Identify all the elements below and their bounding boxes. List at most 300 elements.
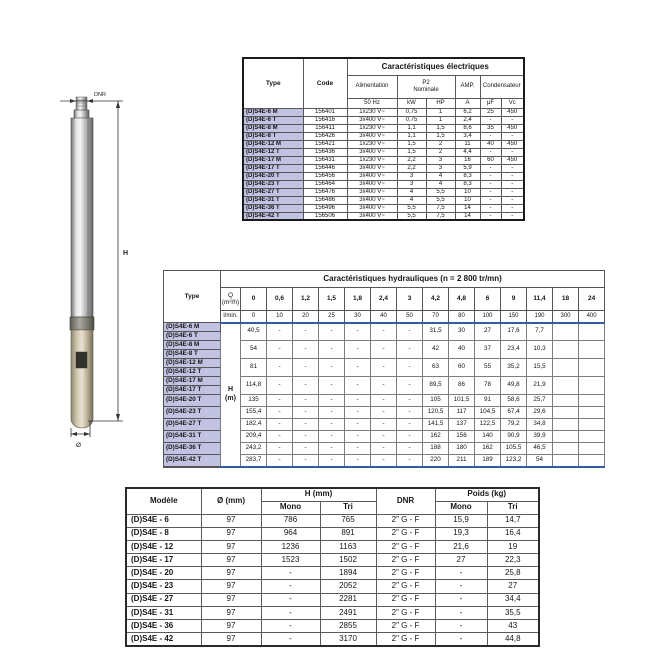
- cell-poids-mono: 21,6: [435, 540, 487, 553]
- lmin-value: 20: [293, 311, 319, 323]
- dimensions-row: [126, 527, 539, 540]
- cell-head-value: -: [345, 431, 371, 443]
- cell-h-mono: 964: [261, 527, 320, 540]
- cell-head-value: -: [371, 359, 397, 377]
- q-value: 9: [501, 288, 527, 311]
- cell-hp: 3: [426, 164, 455, 172]
- cell-head-value: 55: [475, 359, 501, 377]
- dimensions-row: [126, 606, 539, 619]
- pump-drawing: [30, 80, 145, 460]
- cell-amp: 16: [455, 156, 480, 164]
- cell-uf: -: [480, 164, 501, 172]
- cell-poids-mono: 27: [435, 554, 487, 567]
- lmin-value: 40: [371, 311, 397, 323]
- cell-head-value: -: [345, 359, 371, 377]
- cell-poids-tri: 35,5: [487, 606, 539, 619]
- cell-head-value: -: [319, 377, 345, 395]
- cell-head-value: [579, 359, 605, 377]
- cell-head-value: -: [293, 443, 319, 455]
- cell-head-value: 117: [449, 407, 475, 419]
- cell-head-value: -: [371, 419, 397, 431]
- cell-poids-mono: -: [435, 567, 487, 580]
- cell-code: 156486: [303, 196, 347, 204]
- q-value: 0: [241, 288, 267, 311]
- cell-dnr: 2" G - F: [376, 540, 435, 553]
- cell-head-value: 42: [423, 341, 449, 359]
- p2-line1: P2: [422, 79, 430, 86]
- cell-head-value: -: [397, 359, 423, 377]
- electrical-header-kw: kW: [397, 98, 426, 108]
- electrical-row: [243, 212, 524, 220]
- dimensions-header-row-1: [126, 488, 539, 501]
- cell-vc: 450: [501, 108, 524, 116]
- cell-amp: 8,3: [455, 180, 480, 188]
- electrical-header-vc: Vc: [501, 98, 524, 108]
- height-label: H: [123, 250, 129, 257]
- cell-poids-tri: 44,8: [487, 633, 539, 646]
- cell-type: (D)S4E-6 M: [164, 323, 221, 332]
- cell-type: (D)S4E-36 T: [243, 204, 303, 212]
- cell-vc: -: [501, 188, 524, 196]
- cell-head-value: 27: [475, 323, 501, 341]
- cell-hp: 3: [426, 156, 455, 164]
- q-value: 1,8: [345, 288, 371, 311]
- cell-type: (D)S4E-17 M: [243, 156, 303, 164]
- cell-h-tri: 2491: [320, 606, 376, 619]
- cell-head-value: 114,8: [241, 377, 267, 395]
- cell-amp: 8,3: [455, 172, 480, 180]
- cell-head-value: 188: [423, 443, 449, 455]
- cell-head-value: [553, 323, 579, 341]
- cell-hp: 1,5: [426, 124, 455, 132]
- q-line2: (m³/h): [221, 299, 240, 306]
- hydraulic-table-title: Caractéristiques hydrauliques (n = 2 800 tr/mn): [221, 271, 605, 288]
- cell-poids-tri: 16,4: [487, 527, 539, 540]
- cell-head-value: 156: [449, 431, 475, 443]
- cell-head-value: -: [371, 323, 397, 341]
- cell-type: (D)S4E-8 T: [243, 132, 303, 140]
- electrical-row: [243, 140, 524, 148]
- cell-head-value: 31,5: [423, 323, 449, 341]
- cell-code: 156431: [303, 156, 347, 164]
- electrical-title-row: [243, 58, 524, 75]
- cell-amp: 4,4: [455, 148, 480, 156]
- hydraulic-header-q: [221, 288, 241, 311]
- cell-head-value: -: [345, 377, 371, 395]
- pump-label-plate: [76, 352, 87, 368]
- cell-type: (D)S4E-36 T: [164, 443, 221, 455]
- cell-head-value: [553, 359, 579, 377]
- lmin-value: 300: [553, 311, 579, 323]
- cell-head-value: -: [293, 407, 319, 419]
- cell-h-mono: -: [261, 593, 320, 606]
- dimensions-row: [126, 580, 539, 593]
- cell-amp: 2,4: [455, 116, 480, 124]
- cell-h-mono: -: [261, 567, 320, 580]
- cell-diameter: 97: [201, 620, 261, 633]
- cell-head-value: -: [319, 323, 345, 341]
- electrical-header-50hz: 50 Hz: [347, 98, 397, 108]
- cell-head-value: -: [371, 443, 397, 455]
- cell-head-value: [553, 395, 579, 407]
- cell-head-value: -: [371, 377, 397, 395]
- cell-head-value: [553, 431, 579, 443]
- cell-h-tri: 1502: [320, 554, 376, 567]
- cell-head-value: 211: [449, 455, 475, 467]
- cell-head-value: -: [371, 455, 397, 467]
- cell-alim: 3x400 V~: [347, 132, 397, 140]
- cell-type: (D)S4E-12 T: [243, 148, 303, 156]
- cell-type: (D)S4E-6 M: [243, 108, 303, 116]
- cell-head-value: 155,4: [241, 407, 267, 419]
- dnr-label: DNR: [94, 92, 106, 98]
- cell-head-value: [579, 323, 605, 341]
- q-value: 1,2: [293, 288, 319, 311]
- cell-head-value: 54: [527, 455, 553, 467]
- electrical-header-type: Type: [243, 58, 303, 108]
- cell-model: (D)S4E - 6: [126, 514, 201, 527]
- cell-head-value: -: [397, 341, 423, 359]
- cell-head-value: -: [397, 323, 423, 341]
- electrical-row: [243, 172, 524, 180]
- cell-model: (D)S4E - 8: [126, 527, 201, 540]
- cell-head-value: 90,9: [501, 431, 527, 443]
- lmin-value: 70: [423, 311, 449, 323]
- hydraulic-header-lmin: l/min.: [221, 311, 241, 323]
- cell-head-value: 220: [423, 455, 449, 467]
- electrical-row: [243, 188, 524, 196]
- cell-uf: 40: [480, 140, 501, 148]
- cell-poids-tri: 34,4: [487, 593, 539, 606]
- cell-vc: -: [501, 172, 524, 180]
- cell-head-value: 25,7: [527, 395, 553, 407]
- cell-head-value: [553, 455, 579, 467]
- lmin-value: 80: [449, 311, 475, 323]
- cell-code: 156416: [303, 116, 347, 124]
- cell-hp: 1: [426, 108, 455, 116]
- cell-head-value: [579, 431, 605, 443]
- cell-head-value: -: [293, 323, 319, 341]
- cell-hp: 4: [426, 172, 455, 180]
- cell-poids-tri: 22,3: [487, 554, 539, 567]
- lmin-value: 100: [475, 311, 501, 323]
- cell-head-value: -: [371, 341, 397, 359]
- cell-alim: 3x400 V~: [347, 180, 397, 188]
- cell-hp: 7,5: [426, 212, 455, 220]
- cell-head-value: 105: [423, 395, 449, 407]
- cell-h-tri: 1163: [320, 540, 376, 553]
- h-line1: H: [227, 386, 234, 394]
- dimensions-row: [126, 567, 539, 580]
- cell-type: (D)S4E-12 M: [243, 140, 303, 148]
- dimensions-header-h-mono: Mono: [261, 501, 320, 514]
- dimensions-header-poids-tri: Tri: [487, 501, 539, 514]
- cell-diameter: 97: [201, 606, 261, 619]
- cell-kw: 0,75: [397, 116, 426, 124]
- cell-head-value: 189: [475, 455, 501, 467]
- cell-h-mono: -: [261, 633, 320, 646]
- cell-head-value: 46,5: [527, 443, 553, 455]
- cell-head-value: -: [267, 395, 293, 407]
- cell-head-value: -: [319, 341, 345, 359]
- cell-model: (D)S4E - 17: [126, 554, 201, 567]
- cell-head-value: -: [397, 395, 423, 407]
- cell-type: (D)S4E-23 T: [243, 180, 303, 188]
- cell-head-value: -: [371, 431, 397, 443]
- cell-head-value: -: [397, 431, 423, 443]
- cell-head-value: -: [371, 395, 397, 407]
- cell-head-value: -: [371, 407, 397, 419]
- cell-head-value: -: [345, 443, 371, 455]
- cell-vc: -: [501, 180, 524, 188]
- cell-head-value: -: [267, 419, 293, 431]
- cell-kw: 5,5: [397, 212, 426, 220]
- dimensions-header-h: H (mm): [261, 488, 376, 501]
- cell-head-value: 122,5: [475, 419, 501, 431]
- cell-head-value: -: [267, 323, 293, 341]
- cell-kw: 2,2: [397, 156, 426, 164]
- cell-head-value: -: [293, 419, 319, 431]
- cell-head-value: [579, 419, 605, 431]
- cell-h-tri: 2052: [320, 580, 376, 593]
- cell-head-value: 67,4: [501, 407, 527, 419]
- cell-head-value: -: [397, 455, 423, 467]
- cell-uf: -: [480, 212, 501, 220]
- electrical-row: [243, 196, 524, 204]
- cell-head-value: -: [293, 455, 319, 467]
- cell-code: 156496: [303, 204, 347, 212]
- cell-kw: 2,2: [397, 164, 426, 172]
- cell-code: 156464: [303, 180, 347, 188]
- cell-kw: 3: [397, 180, 426, 188]
- cell-head-value: 39,9: [527, 431, 553, 443]
- cell-hp: 2: [426, 148, 455, 156]
- cell-head-value: -: [267, 431, 293, 443]
- cell-amp: 11: [455, 140, 480, 148]
- cell-head-value: 15,5: [527, 359, 553, 377]
- cell-amp: 5,9: [455, 164, 480, 172]
- cell-type: (D)S4E-17 M: [164, 377, 221, 386]
- cell-type: (D)S4E-8 T: [164, 350, 221, 359]
- cell-head-value: -: [293, 341, 319, 359]
- cell-h-tri: 3170: [320, 633, 376, 646]
- cell-diameter: 97: [201, 567, 261, 580]
- dnr-arrow-left-icon: [70, 99, 76, 103]
- cell-model: (D)S4E - 12: [126, 540, 201, 553]
- cell-head-value: -: [397, 377, 423, 395]
- q-value: 24: [579, 288, 605, 311]
- cell-head-value: 37: [475, 341, 501, 359]
- q-value: 0,6: [267, 288, 293, 311]
- cell-hp: 5,5: [426, 188, 455, 196]
- dimensions-header-h-tri: Tri: [320, 501, 376, 514]
- cell-head-value: [553, 419, 579, 431]
- cell-head-value: -: [267, 407, 293, 419]
- electrical-row: [243, 116, 524, 124]
- cell-code: 156436: [303, 148, 347, 156]
- cell-hp: 5,5: [426, 196, 455, 204]
- cell-type: (D)S4E-27 T: [243, 188, 303, 196]
- hydraulic-lmin-row: [164, 311, 605, 323]
- lmin-value: 50: [397, 311, 423, 323]
- cell-poids-mono: -: [435, 620, 487, 633]
- cell-diameter: 97: [201, 554, 261, 567]
- cell-code: 156456: [303, 172, 347, 180]
- cell-uf: -: [480, 204, 501, 212]
- cell-type: (D)S4E-12 M: [164, 359, 221, 368]
- electrical-header-uf: μF: [480, 98, 501, 108]
- dimensions-row: [126, 633, 539, 646]
- cell-amp: 10: [455, 188, 480, 196]
- cell-diameter: 97: [201, 580, 261, 593]
- cell-kw: 0,75: [397, 108, 426, 116]
- cell-head-value: 29,6: [527, 407, 553, 419]
- dimensions-header-model: Modèle: [126, 488, 201, 514]
- q-value: 18: [553, 288, 579, 311]
- electrical-row: [243, 180, 524, 188]
- cell-h-mono: -: [261, 620, 320, 633]
- cell-vc: -: [501, 204, 524, 212]
- cell-head-value: 81: [241, 359, 267, 377]
- q-value: 4,2: [423, 288, 449, 311]
- cell-alim: 3x400 V~: [347, 188, 397, 196]
- hydraulic-title-row: [164, 271, 605, 288]
- cell-head-value: 162: [475, 443, 501, 455]
- cell-type: (D)S4E-20 T: [243, 172, 303, 180]
- cell-amp: 14: [455, 204, 480, 212]
- cell-hp: 1: [426, 116, 455, 124]
- electrical-header-alimentation: Alimentation: [347, 75, 397, 98]
- cell-diameter: 97: [201, 540, 261, 553]
- cell-type: (D)S4E-8 M: [164, 341, 221, 350]
- cell-head-value: [553, 341, 579, 359]
- cell-model: (D)S4E - 27: [126, 593, 201, 606]
- cell-head-value: -: [319, 359, 345, 377]
- cell-type: (D)S4E-17 T: [164, 386, 221, 395]
- cell-uf: 35: [480, 124, 501, 132]
- cell-alim: 3x400 V~: [347, 116, 397, 124]
- cell-head-value: 21,9: [527, 377, 553, 395]
- lmin-value: 400: [579, 311, 605, 323]
- cell-head-value: -: [267, 443, 293, 455]
- lmin-value: 0: [241, 311, 267, 323]
- cell-head-value: -: [293, 359, 319, 377]
- dimensions-header-poids: Poids (kg): [435, 488, 539, 501]
- cell-code: 156426: [303, 132, 347, 140]
- diameter-arrow-left-icon: [71, 432, 77, 436]
- cell-head-value: -: [345, 395, 371, 407]
- cell-head-value: [579, 395, 605, 407]
- cell-head-value: [553, 377, 579, 395]
- electrical-table: [242, 57, 525, 221]
- cell-head-value: 79,2: [501, 419, 527, 431]
- cell-head-value: 162: [423, 431, 449, 443]
- dimensions-table-body: [126, 514, 539, 646]
- electrical-header-condensateur: Condensateur: [480, 75, 524, 98]
- cell-head-value: -: [345, 419, 371, 431]
- cell-dnr: 2" G - F: [376, 593, 435, 606]
- cell-model: (D)S4E - 42: [126, 633, 201, 646]
- cell-head-value: [579, 407, 605, 419]
- cell-head-value: 35,2: [501, 359, 527, 377]
- cell-poids-mono: 15,9: [435, 514, 487, 527]
- cell-model: (D)S4E - 36: [126, 620, 201, 633]
- cell-poids-mono: 19,3: [435, 527, 487, 540]
- cell-type: (D)S4E-20 T: [164, 395, 221, 407]
- q-line1: Q: [227, 291, 234, 299]
- cell-dnr: 2" G - F: [376, 527, 435, 540]
- cell-kw: 1,1: [397, 124, 426, 132]
- hydraulic-table: [163, 270, 605, 468]
- cell-head-value: 89,5: [423, 377, 449, 395]
- cell-head-value: -: [397, 419, 423, 431]
- cell-head-value: [553, 407, 579, 419]
- cell-type: (D)S4E-42 T: [243, 212, 303, 220]
- cell-head-value: 30: [449, 323, 475, 341]
- cell-head-value: 180: [449, 443, 475, 455]
- cell-dnr: 2" G - F: [376, 554, 435, 567]
- cell-head-value: 283,7: [241, 455, 267, 467]
- cell-head-value: 78: [475, 377, 501, 395]
- cell-head-value: 63: [423, 359, 449, 377]
- cell-diameter: 97: [201, 527, 261, 540]
- cell-alim: 3x400 V~: [347, 172, 397, 180]
- cell-dnr: 2" G - F: [376, 606, 435, 619]
- cell-code: 156446: [303, 164, 347, 172]
- cell-head-value: 104,5: [475, 407, 501, 419]
- cell-head-value: -: [319, 419, 345, 431]
- cell-head-value: 120,5: [423, 407, 449, 419]
- cell-head-value: 182,4: [241, 419, 267, 431]
- cell-head-value: 141,5: [423, 419, 449, 431]
- cell-dnr: 2" G - F: [376, 620, 435, 633]
- cell-hp: 7,5: [426, 204, 455, 212]
- hydraulic-h-m-label: [221, 323, 241, 467]
- cell-h-mono: -: [261, 580, 320, 593]
- cell-uf: -: [480, 116, 501, 124]
- cell-head-value: -: [293, 377, 319, 395]
- cell-head-value: 60: [449, 359, 475, 377]
- cell-head-value: 101,5: [449, 395, 475, 407]
- cell-head-value: -: [267, 455, 293, 467]
- cell-head-value: 123,2: [501, 455, 527, 467]
- cell-head-value: -: [345, 407, 371, 419]
- lmin-value: 190: [527, 311, 553, 323]
- cell-uf: 25: [480, 108, 501, 116]
- pump-coupling: [70, 317, 94, 330]
- height-arrow-up-icon: [116, 101, 120, 108]
- cell-head-value: 34,8: [527, 419, 553, 431]
- cell-hp: 2: [426, 140, 455, 148]
- cell-uf: 60: [480, 156, 501, 164]
- electrical-header-a: A: [455, 98, 480, 108]
- cell-head-value: -: [267, 377, 293, 395]
- cell-head-value: -: [267, 341, 293, 359]
- cell-poids-tri: 27: [487, 580, 539, 593]
- q-value: 3: [397, 288, 423, 311]
- cell-h-mono: 1236: [261, 540, 320, 553]
- cell-poids-mono: -: [435, 606, 487, 619]
- cell-vc: 450: [501, 156, 524, 164]
- cell-head-value: 23,4: [501, 341, 527, 359]
- cell-vc: 450: [501, 140, 524, 148]
- electrical-row: [243, 164, 524, 172]
- cell-poids-mono: -: [435, 633, 487, 646]
- cell-alim: 1x230 V~: [347, 124, 397, 132]
- cell-dnr: 2" G - F: [376, 580, 435, 593]
- cell-type: (D)S4E-31 T: [243, 196, 303, 204]
- cell-vc: -: [501, 196, 524, 204]
